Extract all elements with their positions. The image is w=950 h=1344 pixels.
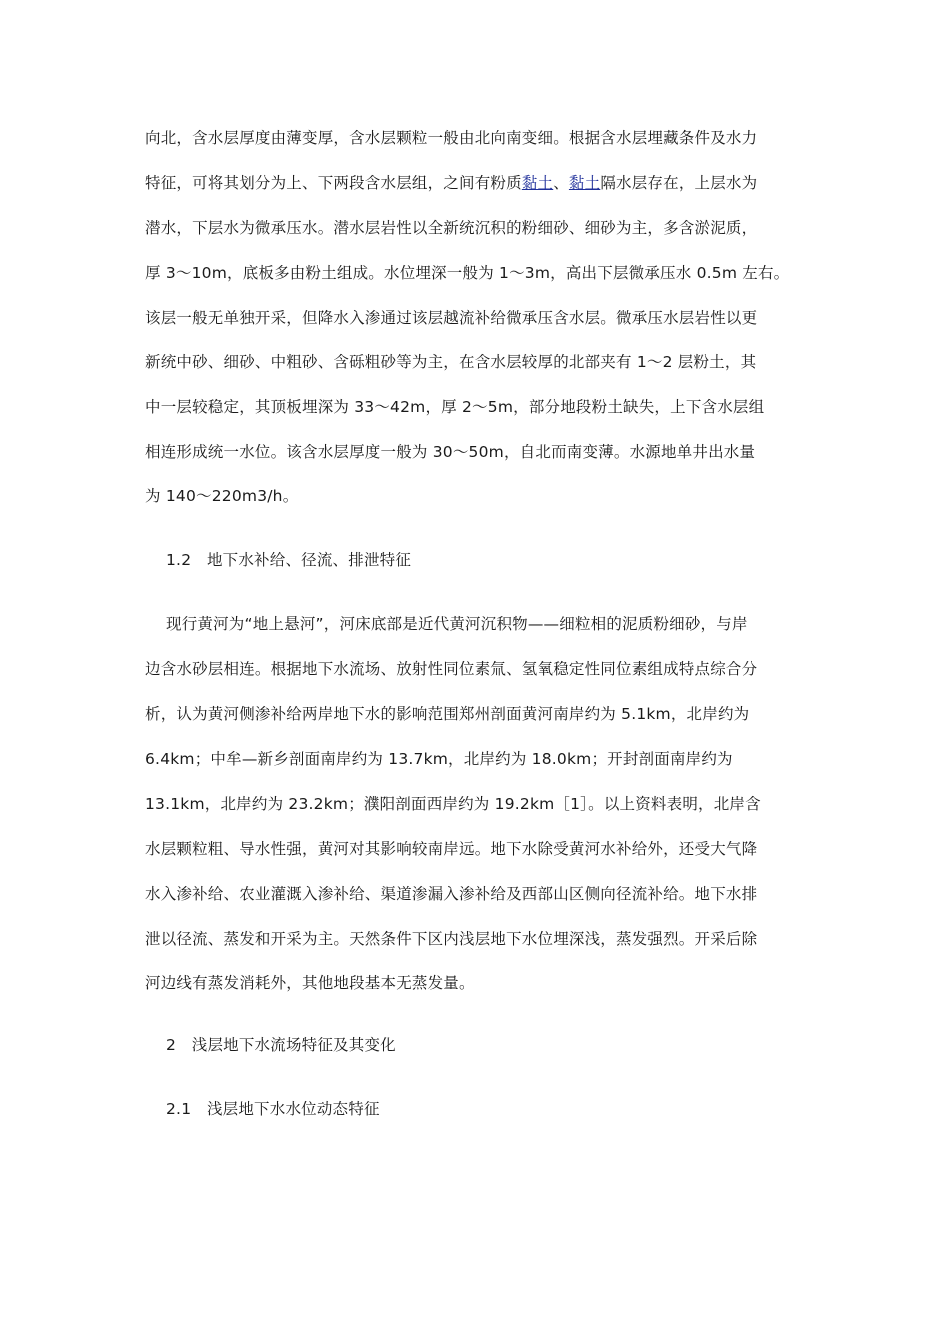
paragraph-line: 13.1km，北岸约为 23.2km；濮阳剖面西岸约为 19.2km［1］。以上资料表明，北岸含	[145, 795, 761, 813]
paragraph-line: 为 140～220m3/h。	[145, 487, 299, 505]
paragraph-line: 6.4km；中牟—新乡剖面南岸约为 13.7km，北岸约为 18.0km；开封剖面南岸约为	[145, 750, 733, 768]
clay-link[interactable]: 黏土	[521, 174, 554, 192]
paragraph-line: 厚 3～10m，底板多由粉土组成。水位埋深一般为 1～3m，高出下层微承压水 0.5m 左右。	[145, 264, 790, 282]
text-span: 、	[553, 174, 569, 192]
section-heading: 2 浅层地下水流场特征及其变化	[166, 1036, 396, 1054]
paragraph-line: 水层颗粒粗、导水性强，黄河对其影响较南岸远。地下水除受黄河水补给外，还受大气降	[145, 840, 758, 858]
paragraph-line: 向北，含水层厚度由薄变厚，含水层颗粒一般由北向南变细。根据含水层埋藏条件及水力	[145, 129, 758, 147]
text-span: 隔水层存在，上层水为	[600, 174, 758, 192]
paragraph-line: 泄以径流、蒸发和开采为主。天然条件下区内浅层地下水位埋深浅，蒸发强烈。开采后除	[145, 930, 758, 948]
section-heading: 1.2 地下水补给、径流、排泄特征	[166, 551, 412, 569]
paragraph-line: 现行黄河为“地上悬河”，河床底部是近代黄河沉积物——细粒相的泥质粉细砂，与岸	[166, 615, 748, 633]
paragraph-line: 相连形成统一水位。该含水层厚度一般为 30～50m，自北而南变薄。水源地单井出水量	[145, 443, 756, 461]
paragraph-line: 中一层较稳定，其顶板埋深为 33～42m，厚 2～5m，部分地段粉土缺失，上下含水层组	[145, 398, 765, 416]
paragraph-line	[145, 173, 757, 193]
paragraph-line: 水入渗补给、农业灌溉入渗补给、渠道渗漏入渗补给及西部山区侧向径流补给。地下水排	[145, 885, 758, 903]
clay-link[interactable]: 黏土	[568, 174, 601, 192]
paragraph-line: 新统中砂、细砂、中粗砂、含砾粗砂等为主，在含水层较厚的北部夹有 1～2 层粉土，其	[145, 353, 757, 371]
paragraph-line: 河边线有蒸发消耗外，其他地段基本无蒸发量。	[145, 974, 475, 992]
text-span: 特征，可将其划分为上、下两段含水层组，之间有粉质	[145, 174, 522, 192]
paragraph-line: 边含水砂层相连。根据地下水流场、放射性同位素氚、氢氧稳定性同位素组成特点综合分	[145, 660, 758, 678]
paragraph-line: 该层一般无单独开采，但降水入渗通过该层越流补给微承压含水层。微承压水层岩性以更	[145, 309, 758, 327]
section-heading: 2.1 浅层地下水水位动态特征	[166, 1100, 380, 1118]
paragraph-line: 潜水，下层水为微承压水。潜水层岩性以全新统沉积的粉细砂、细砂为主，多含淤泥质，	[145, 219, 758, 237]
paragraph-line: 析，认为黄河侧渗补给两岸地下水的影响范围郑州剖面黄河南岸约为 5.1km，北岸约为	[145, 705, 750, 723]
